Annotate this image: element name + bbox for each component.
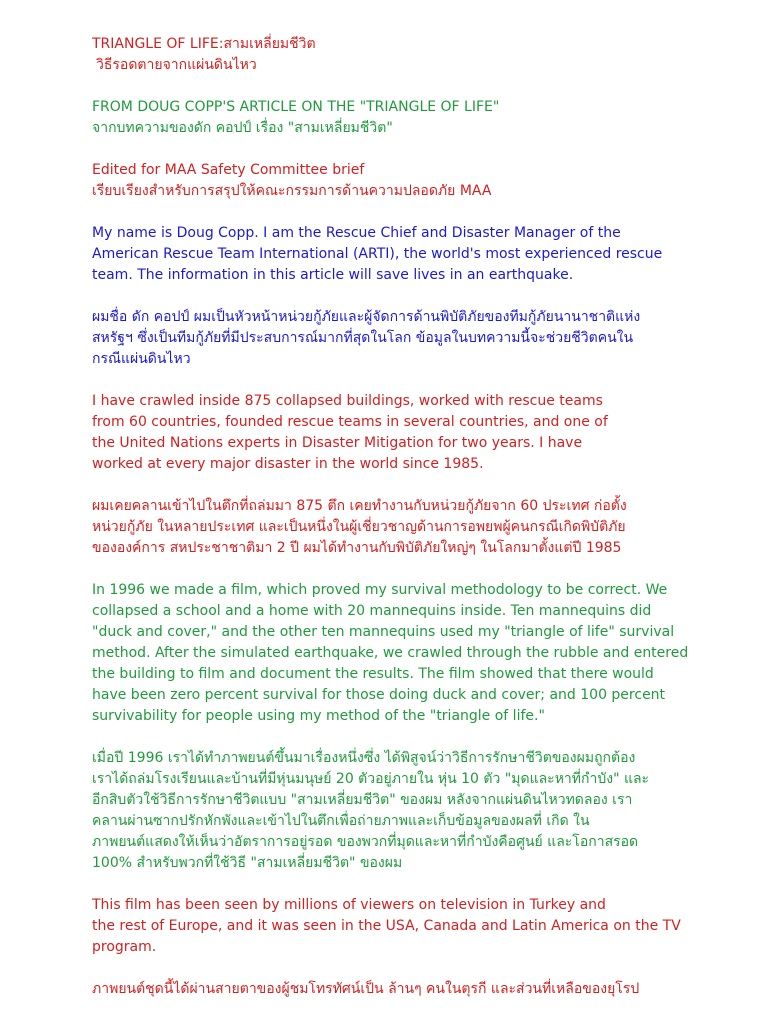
paragraph-line: In 1996 we made a film, which proved my survival methodology to be correct. We [92, 582, 668, 598]
paragraph-4-th [92, 979, 712, 1000]
paragraph-line: worked at every major disaster in the world since 1985. [92, 456, 484, 472]
paragraph-line: หน่วยกู้ภัย ในหลายประเทศ และเป็นหนึ่งในผู้เชี่ยวชาญด้านการอพยพผู้คนกรณีเกิดพิบัติภัย [92, 519, 626, 535]
paragraph-3-en [92, 580, 712, 727]
paragraph-line: I have crawled inside 875 collapsed buildings, worked with rescue teams [92, 393, 603, 409]
paragraph-line: program. [92, 939, 157, 955]
paragraph-line: American Rescue Team International (ARTI), the world's most experienced rescue [92, 246, 663, 262]
paragraph-line: ภาพยนต์ชุดนี้ได้ผ่านสายตาของผู้ชมโทรทัศน์เป็น ล้านๆ คนในตุรกี และส่วนที่เหลือของยุโรป [92, 981, 640, 997]
paragraph-1-en [92, 223, 712, 286]
source-line-th: จากบทความของดัก คอปป์ เรื่อง "สามเหลี่ยมชีวิต" [92, 120, 393, 136]
edited-line-th: เรียบเรียงสำหรับการสรุปให้คณะกรรมการด้านความปลอดภัย MAA [92, 183, 492, 199]
paragraph-line: have been zero percent survival for those doing duck and cover; and 100 percent [92, 687, 666, 703]
paragraph-line: เราได้ถล่มโรงเรียนและบ้านที่มีหุ่นมนุษย์ 20 ตัวอยู่ภายใน หุ่น 10 ตัว "มุดและหาที่กำบัง" และ [92, 771, 650, 787]
paragraph-line: the building to film and document the results. The film showed that there would [92, 666, 654, 682]
paragraph-line: survivability for people using my method of the "triangle of life." [92, 708, 545, 724]
paragraph-line: ผมเคยคลานเข้าไปในตึกที่ถล่มมา 875 ตึก เคยทำงานกับหน่วยกู้ภัยจาก 60 ประเทศ ก่อตั้ง [92, 498, 627, 514]
paragraph-line: ภาพยนต์แสดงให้เห็นว่าอัตราการอยู่รอด ของพวกที่มุดและหาที่กำบังคือศูนย์ และโอกาสรอด [92, 834, 639, 850]
paragraph-3-th [92, 748, 712, 874]
paragraph-line: อีกสิบตัวใช้วิธีการรักษาชีวิตแบบ "สามเหลี่ยมชีวิต" ของผม หลังจากแผ่นดินไหวทดลอง เรา [92, 792, 633, 808]
paragraph-2-en [92, 391, 712, 475]
paragraph-4-en [92, 895, 712, 958]
paragraph-line: กรณีแผ่นดินไหว [92, 351, 191, 367]
paragraph-line: คลานผ่านซากปรักหักพังและเข้าไปในตึกเพื่อถ่ายภาพและเก็บข้อมูลของผลที่ เกิด ใน [92, 813, 590, 829]
source-line-en: FROM DOUG COPP'S ARTICLE ON THE "TRIANGLE OF LIFE" [92, 99, 500, 115]
paragraph-line: ขององค์การ สหประชาชาติมา 2 ปี ผมได้ทำงานกับพิบัติภัยใหญ่ๆ ในโลกมาตั้งแต่ปี 1985 [92, 540, 622, 556]
paragraph-line: method. After the simulated earthquake, we crawled through the rubble and entered [92, 645, 689, 661]
paragraph-line: 100% สำหรับพวกที่ใช้วิธี "สามเหลี่ยมชีวิต" ของผม [92, 855, 403, 871]
paragraph-line: the rest of Europe, and it was seen in the USA, Canada and Latin America on the TV [92, 918, 681, 934]
paragraph-line: "duck and cover," and the other ten mannequins used my "triangle of life" survival [92, 624, 675, 640]
paragraph-line: collapsed a school and a home with 20 mannequins inside. Ten mannequins did [92, 603, 652, 619]
paragraph-2-th [92, 496, 712, 559]
paragraph-line: My name is Doug Copp. I am the Rescue Chief and Disaster Manager of the [92, 225, 621, 241]
paragraph-line: from 60 countries, founded rescue teams in several countries, and one of [92, 414, 608, 430]
paragraph-line: team. The information in this article will save lives in an earthquake. [92, 267, 574, 283]
paragraph-line: This film has been seen by millions of viewers on television in Turkey and [92, 897, 606, 913]
paragraph-line: ผมชื่อ ดัก คอปป์ ผมเป็นหัวหน้าหน่วยกู้ภัยและผู้จัดการด้านพิบัติภัยของทีมกู้ภัยนานาชาติแห่ง [92, 309, 641, 325]
document-page [92, 34, 712, 1000]
paragraph-line: สหรัฐฯ ซึ่งเป็นทีมกู้ภัยที่มีประสบการณ์มากที่สุดในโลก ข้อมูลในบทความนี้จะช่วยชีวิตคนใน [92, 330, 634, 346]
edited-line-en: Edited for MAA Safety Committee brief [92, 162, 365, 178]
document-title: TRIANGLE OF LIFE:สามเหลี่ยมชีวิต [92, 36, 316, 52]
paragraph-line: เมื่อปี 1996 เราได้ทำภาพยนต์ขึ้นมาเรื่องหนึ่งซึ่ง ได้พิสูจน์ว่าวิธีการรักษาชีวิตของผมถูกต้อง [92, 750, 636, 766]
document-subtitle: วิธีรอดตายจากแผ่นดินไหว [96, 57, 257, 73]
paragraph-1-th [92, 307, 712, 370]
paragraph-line: the United Nations experts in Disaster Mitigation for two years. I have [92, 435, 583, 451]
